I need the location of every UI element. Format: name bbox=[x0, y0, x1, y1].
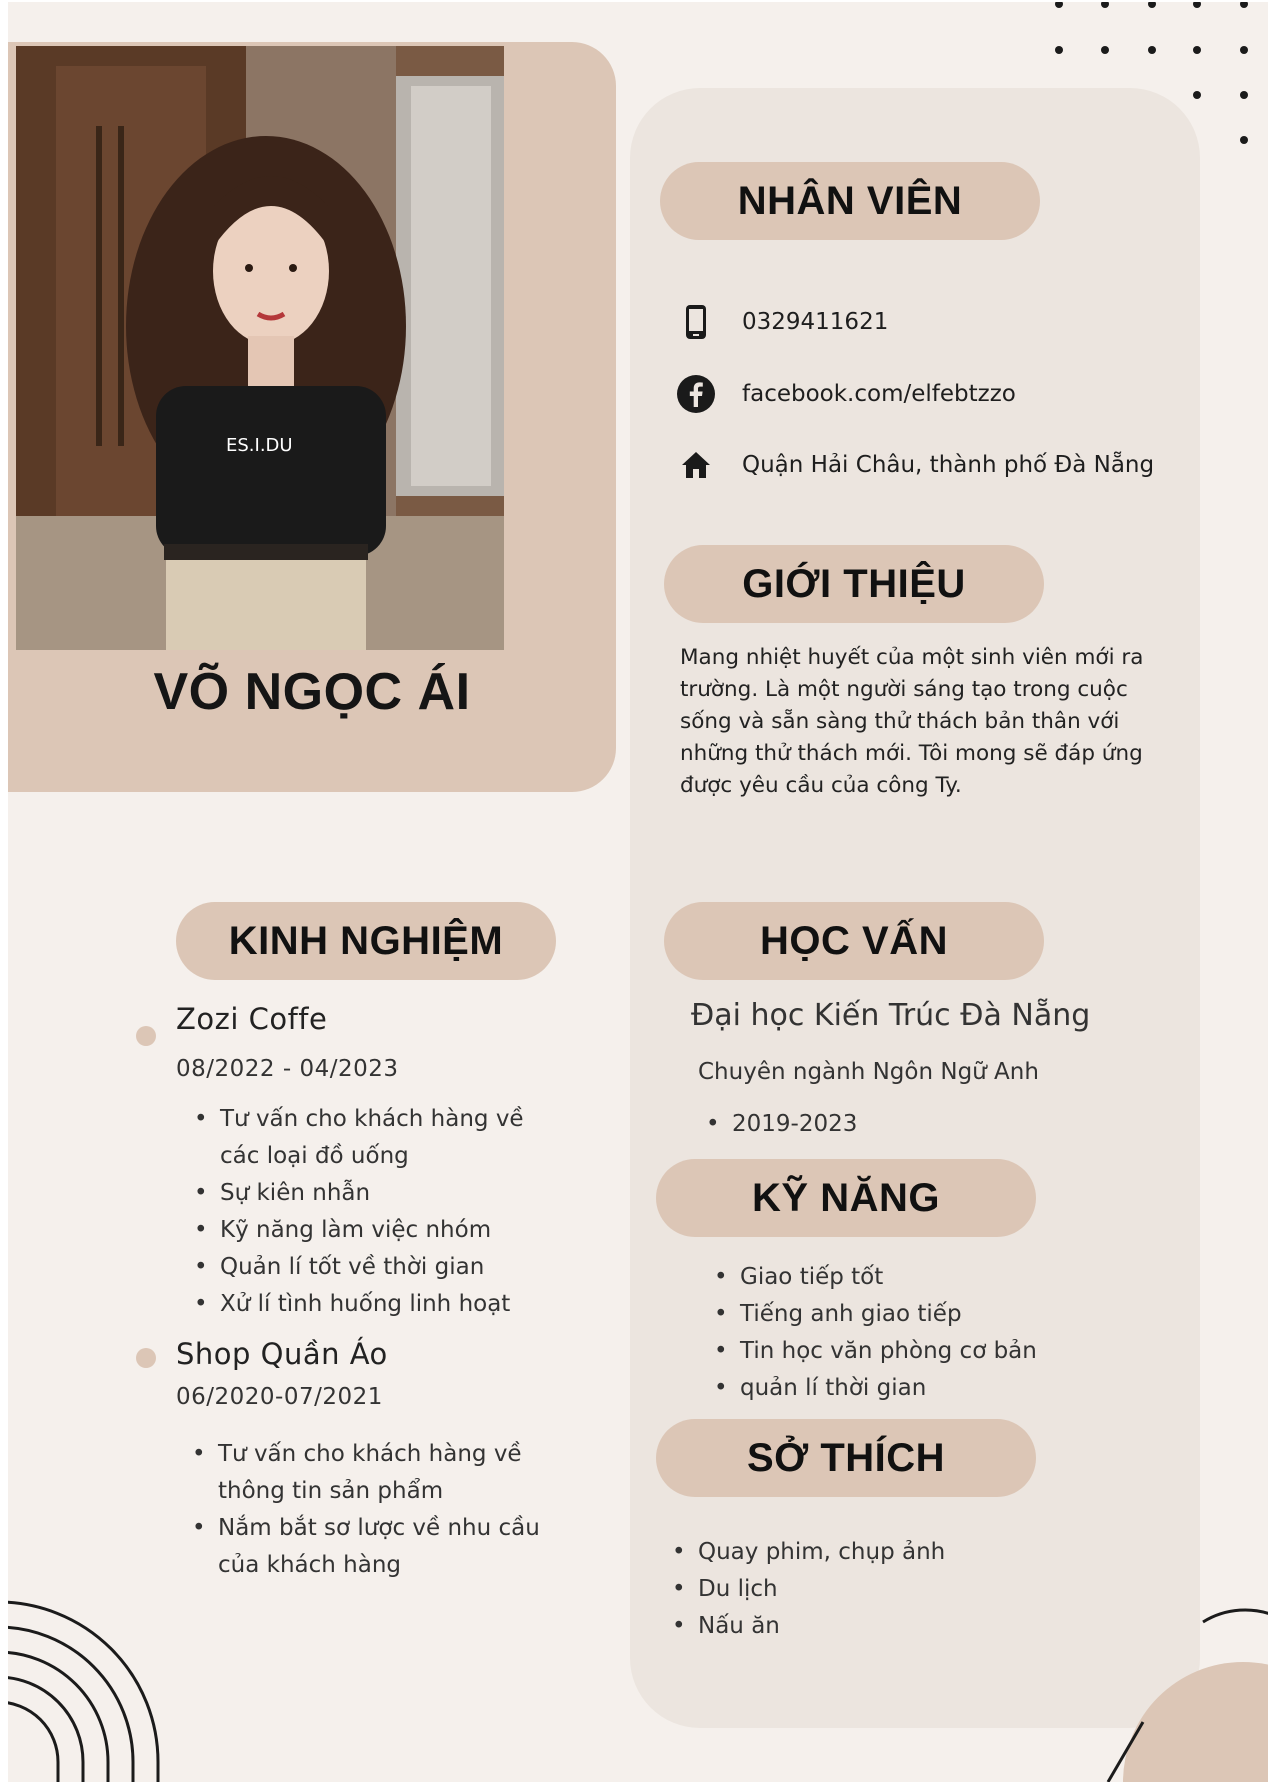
list-item: • Nắm bắt sơ lược về nhu cầu của khách hàng bbox=[192, 1510, 552, 1584]
list-item: • Sự kiên nhẫn bbox=[194, 1175, 554, 1212]
list-item: • Quay phim, chụp ảnh bbox=[672, 1534, 945, 1571]
address-text: Quận Hải Châu, thành phố Đà Nẵng bbox=[742, 452, 1155, 478]
list-item: • Tư vấn cho khách hàng về thông tin sản phẩm bbox=[192, 1436, 552, 1510]
job-date: 08/2022 - 04/2023 bbox=[176, 1056, 399, 1082]
contact-address bbox=[676, 445, 1154, 485]
contact-phone bbox=[676, 302, 888, 342]
list-item: • Tin học văn phòng cơ bản bbox=[714, 1333, 1037, 1370]
education-years-list bbox=[706, 1106, 857, 1143]
timeline-dot bbox=[136, 1348, 156, 1368]
list-item: • Nấu ăn bbox=[672, 1608, 945, 1645]
job-duties-list bbox=[192, 1436, 552, 1584]
facebook-icon bbox=[676, 374, 716, 414]
school-name: Đại học Kiến Trúc Đà Nẵng bbox=[691, 998, 1091, 1033]
skills-heading: KỸ NĂNG bbox=[656, 1159, 1036, 1237]
list-item: • Du lịch bbox=[672, 1571, 945, 1608]
portrait-illustration bbox=[16, 46, 504, 650]
list-item: • Xử lí tình huống linh hoạt bbox=[194, 1286, 554, 1323]
decorative-corner-shapes bbox=[1078, 1582, 1268, 1782]
major-text: Chuyên ngành Ngôn Ngữ Anh bbox=[698, 1059, 1039, 1085]
list-item: • Quản lí tốt về thời gian bbox=[194, 1249, 554, 1286]
timeline-dot bbox=[136, 1026, 156, 1046]
education-heading: HỌC VẤN bbox=[664, 902, 1044, 980]
phone-icon bbox=[676, 302, 716, 342]
list-item: • Tư vấn cho khách hàng về các loại đồ uống bbox=[194, 1101, 554, 1175]
list-item: • 2019-2023 bbox=[706, 1106, 857, 1143]
profile-photo bbox=[16, 46, 504, 650]
job-duties-list bbox=[194, 1101, 554, 1323]
job-title: Zozi Coffe bbox=[176, 1002, 328, 1036]
facebook-link[interactable]: facebook.com/elfebtzzo bbox=[742, 381, 1016, 407]
list-item: • Kỹ năng làm việc nhóm bbox=[194, 1212, 554, 1249]
full-name: VÕ NGỌC ÁI bbox=[153, 663, 471, 721]
job-title: Shop Quần Áo bbox=[176, 1337, 388, 1371]
phone-number: 0329411621 bbox=[742, 309, 889, 335]
contact-facebook bbox=[676, 374, 1016, 414]
decorative-arcs bbox=[8, 1582, 188, 1782]
intro-heading: GIỚI THIỆU bbox=[664, 545, 1044, 623]
list-item: • Giao tiếp tốt bbox=[714, 1259, 1037, 1296]
skills-list bbox=[714, 1259, 1037, 1407]
cv-page bbox=[8, 2, 1268, 1782]
home-icon bbox=[676, 445, 716, 485]
svg-text:ES.I.DU: ES.I.DU bbox=[226, 435, 293, 456]
hobbies-list bbox=[672, 1534, 945, 1645]
list-item: • Tiếng anh giao tiếp bbox=[714, 1296, 1037, 1333]
job-date: 06/2020-07/2021 bbox=[176, 1384, 383, 1410]
role-heading: NHÂN VIÊN bbox=[660, 162, 1040, 240]
experience-heading: KINH NGHIỆM bbox=[176, 902, 556, 980]
intro-text: Mang nhiệt huyết của một sinh viên mới ra trường. Là một người sáng tạo trong cuộc sống và sẵn sàng thử thách bản thân với những thử thách mới. Tôi mong sẽ đáp ứng được yêu cầu của công Ty. bbox=[680, 645, 1144, 798]
list-item: • quản lí thời gian bbox=[714, 1370, 1037, 1407]
hobbies-heading: SỞ THÍCH bbox=[656, 1419, 1036, 1497]
